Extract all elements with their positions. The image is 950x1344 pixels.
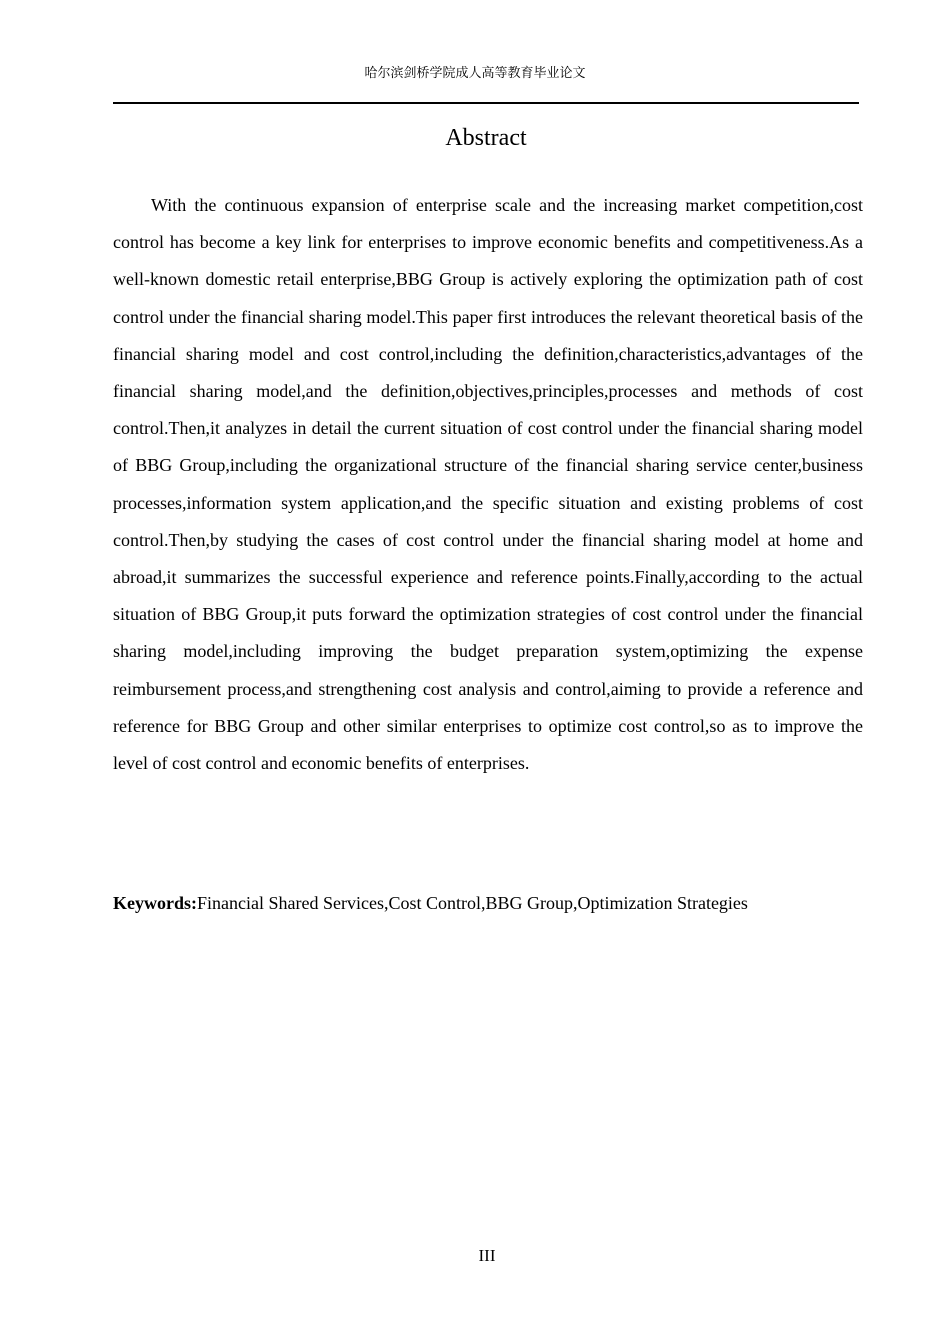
abstract-body: With the continuous expansion of enterprise scale and the increasing market competition,cost control has become a key link for enterprises to improve economic benefits and competitiveness.As a well-known domestic retail enterprise,BBG Group is actively exploring the optimization path of cost control under the financial sharing model.This paper first introduces the relevant theoretical basis of the financial sharing model and cost control,including the definition,characteristics,advantages of the financial sharing model,and the definition,objectives,principles,processes and methods of cost control.Then,it analyzes in detail the current situation of cost control under the financial sharing model of BBG Group,including the organizational structure of the financial sharing service center,business processes,information system application,and the specific situation and existing problems of cost control.Then,by studying the cases of cost control under the financial sharing model at home and abroad,it summarizes the successful experience and reference points.Finally,according to the actual situation of BBG Group,it puts forward the optimization strategies of cost control under the financial sharing model,including improving the budget preparation system,optimizing the expense reimbursement process,and strengthening cost analysis and control,aiming to provide a reference and reference for BBG Group and other similar enterprises to optimize cost control,so as to improve the level of cost control and economic benefits of enterprises. — [113, 195, 863, 774]
header-divider — [113, 102, 859, 104]
abstract-title: Abstract — [445, 125, 527, 151]
keywords-label: Keywords: — [113, 893, 197, 913]
keywords-line — [113, 888, 863, 918]
keywords-value: Financial Shared Services,Cost Control,BBG Group,Optimization Strategies — [197, 893, 748, 913]
page-header: 哈尔滨剑桥学院成人高等教育毕业论文 — [364, 66, 586, 81]
page-number: III — [478, 1246, 496, 1265]
